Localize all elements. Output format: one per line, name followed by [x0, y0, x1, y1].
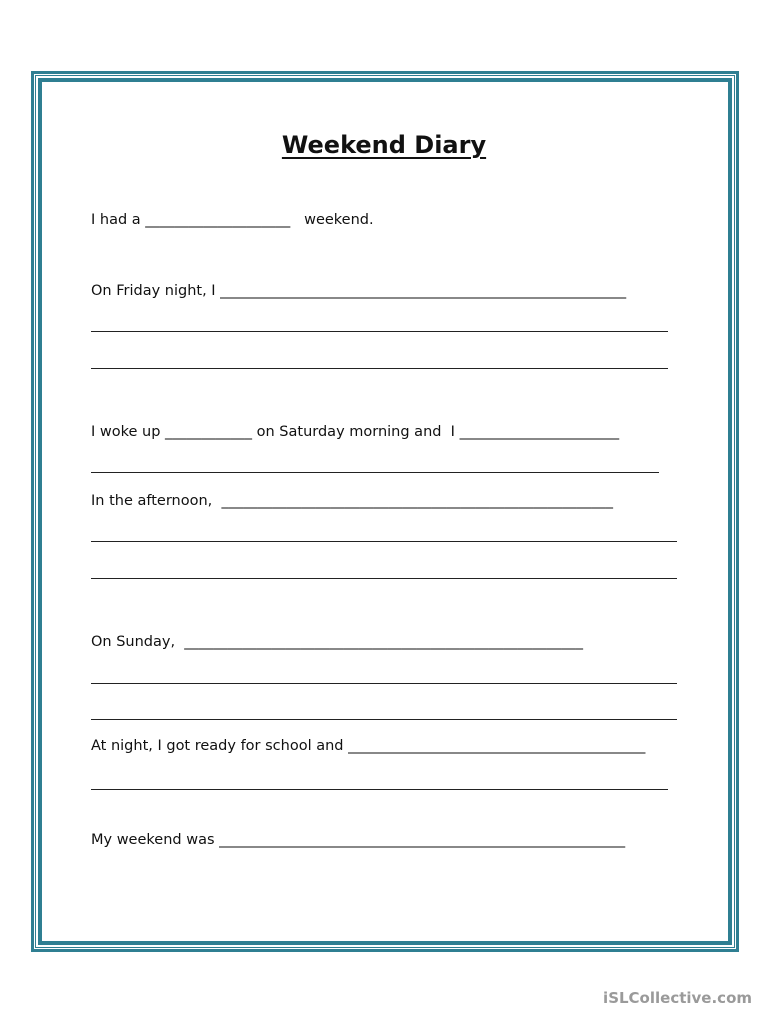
answer-line-saturday-1 [91, 472, 659, 473]
answer-line-friday-1 [91, 331, 668, 332]
answer-line-afternoon-2 [91, 578, 677, 579]
prompt-had-a-weekend: I had a ____________________ weekend. [91, 212, 374, 228]
worksheet-title-text: Weekend Diary [281, 131, 487, 159]
answer-line-friday-2 [91, 368, 668, 369]
page-border-inner [38, 78, 732, 945]
answer-line-sunday-1 [91, 683, 677, 684]
answer-line-night-1 [91, 789, 668, 790]
prompt-sunday: On Sunday, _______________________________________________________ [91, 634, 584, 650]
worksheet-title [0, 130, 768, 160]
prompt-saturday-morning: I woke up ____________ on Saturday morning and I ______________________ [91, 424, 620, 440]
answer-line-afternoon-1 [91, 541, 677, 542]
site-watermark: iSLCollective.com [603, 989, 752, 1007]
answer-line-sunday-2 [91, 719, 677, 720]
prompt-my-weekend-was: My weekend was ________________________________________________________ [91, 832, 626, 848]
prompt-night-school: At night, I got ready for school and _________________________________________ [91, 738, 646, 754]
prompt-afternoon: In the afternoon, ______________________________________________________ [91, 493, 613, 509]
prompt-friday-night: On Friday night, I ________________________________________________________ [91, 283, 627, 299]
